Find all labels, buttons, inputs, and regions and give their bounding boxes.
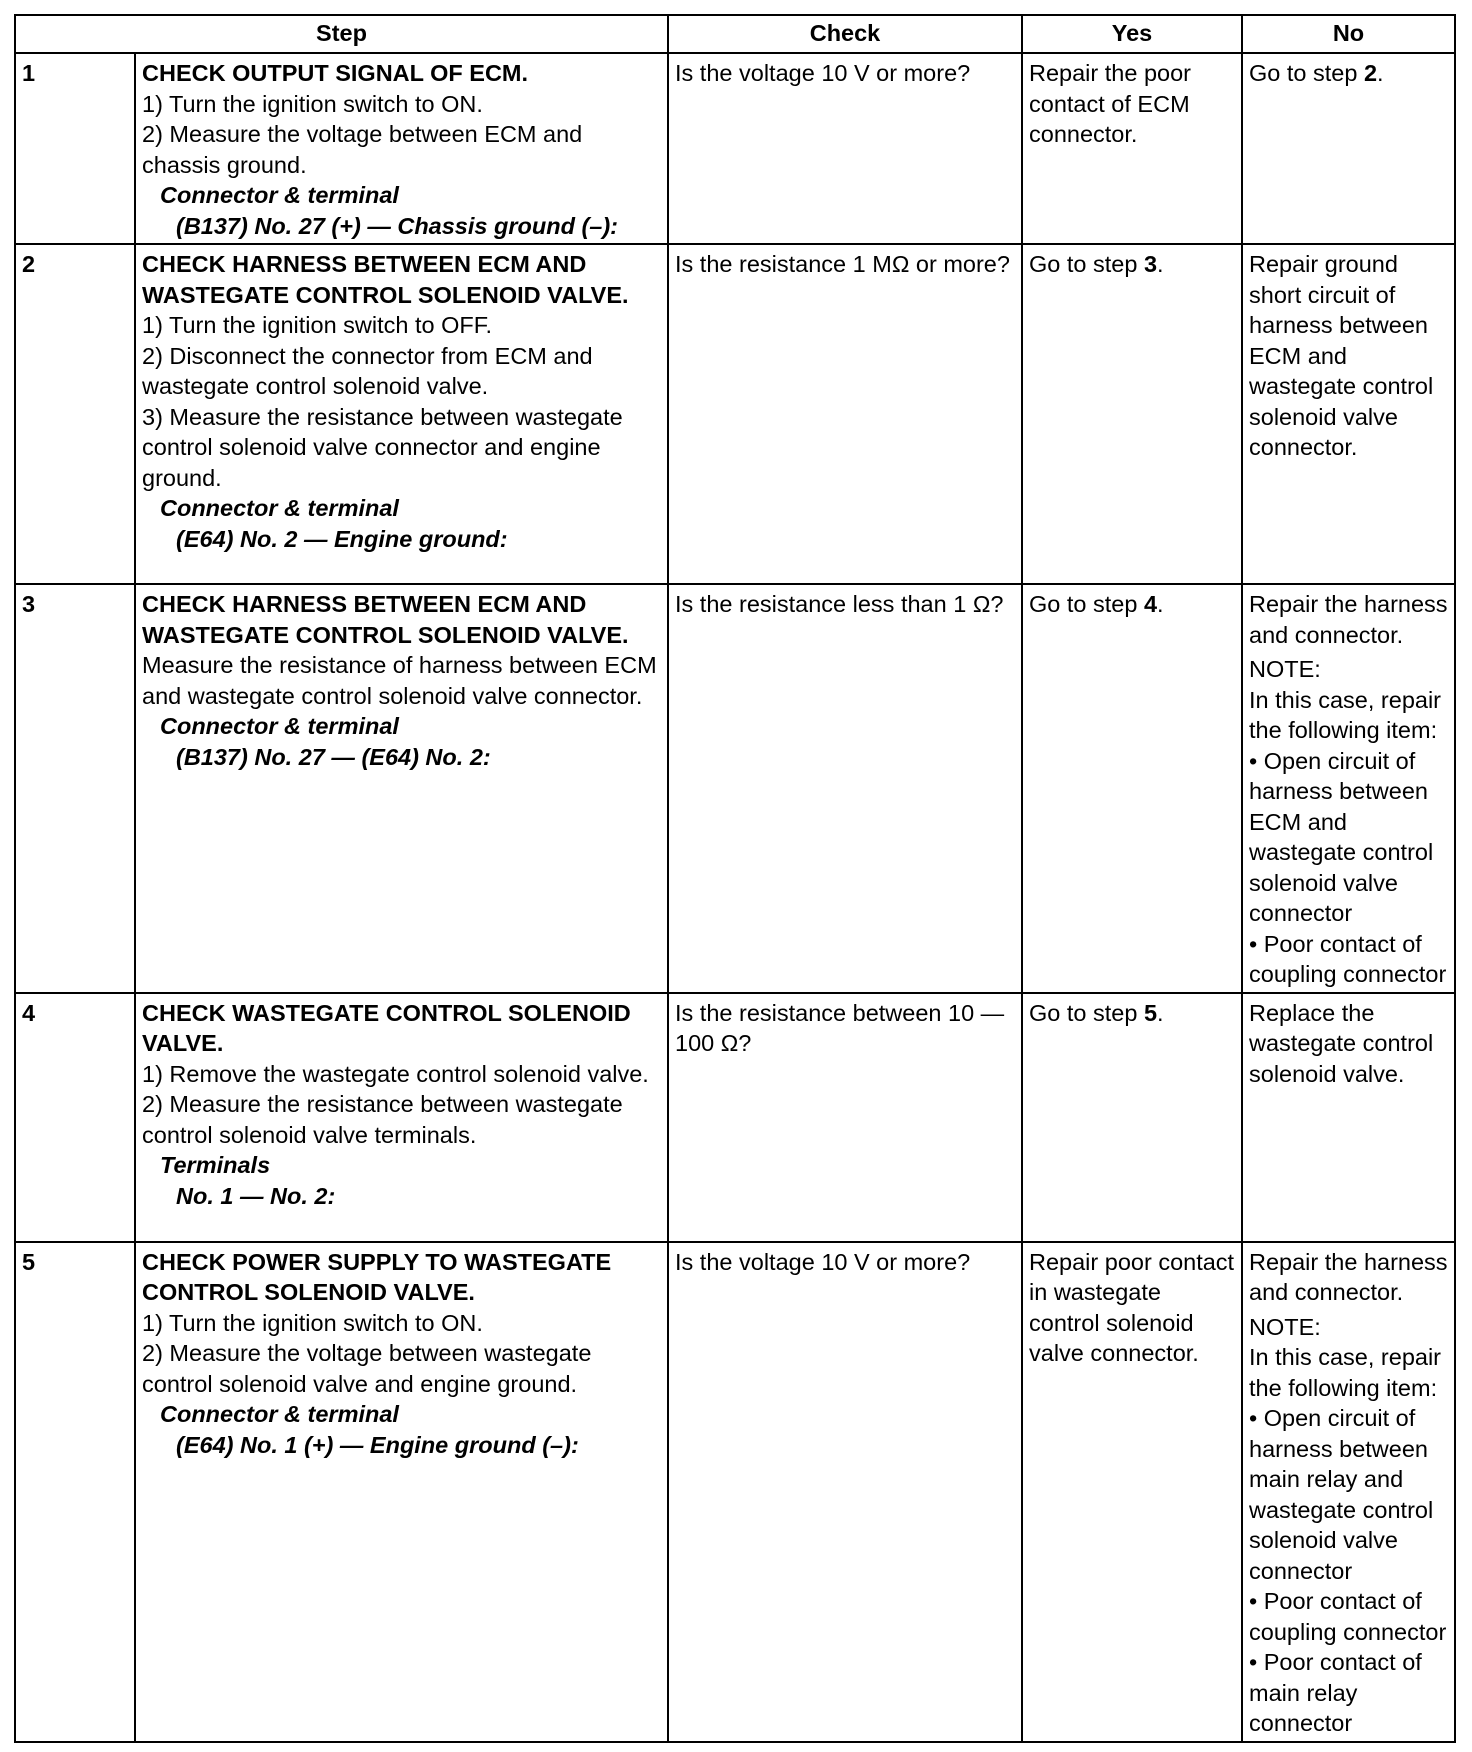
note-label: NOTE: (1249, 656, 1321, 682)
check-cell: Is the resistance between 10 — 100 Ω? (668, 993, 1022, 1242)
step-number: 2 (15, 244, 135, 584)
step-ref: 2 (1363, 60, 1378, 86)
table-row (15, 53, 1455, 244)
no-cell: Repair ground short circuit of harness between ECM and wastegate control solenoid valve connector. (1242, 244, 1455, 584)
step-ref: 5 (1143, 999, 1158, 1026)
table-row (15, 244, 1455, 584)
yes-text: Go to step (1029, 591, 1144, 617)
no-cell (1242, 584, 1455, 993)
step-instruction: 2) Measure the voltage between ECM and chassis ground. (142, 121, 583, 178)
step-number: 4 (15, 993, 135, 1242)
step-description (135, 584, 668, 993)
step-description (135, 244, 668, 584)
note-item: • Poor contact of coupling connector (1249, 1588, 1447, 1645)
connector-terminal: (B137) No. 27 — (E64) No. 2: (176, 743, 491, 770)
terminals-value: No. 1 — No. 2: (176, 1182, 336, 1209)
step-instruction: 1) Turn the ignition switch to ON. (142, 1309, 483, 1336)
connector-label: Connector & terminal (160, 713, 399, 739)
step-ref: 3 (1143, 251, 1158, 277)
no-main: Repair the harness and connector. (1249, 1248, 1448, 1305)
no-text: Go to step (1249, 60, 1364, 86)
header-step: Step (15, 15, 668, 53)
step-title: CHECK POWER SUPPLY TO WASTEGATE CONTROL SOLENOID VALVE. (142, 1248, 612, 1305)
diagnostic-table (14, 14, 1456, 1743)
yes-text: Go to step (1029, 999, 1144, 1026)
step-title: CHECK OUTPUT SIGNAL OF ECM. (142, 60, 529, 86)
check-cell: Is the resistance less than 1 Ω? (668, 584, 1022, 993)
header-yes: Yes (1022, 15, 1242, 53)
step-instruction: 1) Turn the ignition switch to OFF. (142, 312, 493, 338)
step-instruction: 1) Remove the wastegate control solenoid valve. (142, 1060, 649, 1087)
table-row (15, 1242, 1455, 1742)
step-number: 5 (15, 1242, 135, 1742)
yes-text: Go to step (1029, 251, 1144, 277)
note-item: • Open circuit of harness between ECM and wastegate control solenoid valve connector (1249, 747, 1434, 926)
connector-label: Connector & terminal (160, 495, 399, 521)
check-cell: Is the resistance 1 MΩ or more? (668, 244, 1022, 584)
no-cell (1242, 53, 1455, 244)
yes-text-end: . (1157, 999, 1164, 1026)
step-instruction: 2) Disconnect the connector from ECM and wastegate control solenoid valve. (142, 342, 593, 399)
connector-label: Connector & terminal (160, 1401, 399, 1427)
step-description (135, 53, 668, 244)
yes-cell (1022, 244, 1242, 584)
connector-label: Connector & terminal (160, 182, 399, 208)
step-title: CHECK HARNESS BETWEEN ECM AND WASTEGATE CONTROL SOLENOID VALVE. (142, 251, 629, 308)
note-label: NOTE: (1249, 1313, 1321, 1340)
note-intro: In this case, repair the following item: (1249, 1344, 1442, 1401)
yes-cell: Repair poor contact in wastegate control solenoid valve connector. (1022, 1242, 1242, 1742)
note-item: • Poor contact of main relay connector (1249, 1649, 1422, 1736)
step-instruction: 2) Measure the voltage between wastegate control solenoid valve and engine ground. (142, 1340, 592, 1397)
yes-cell: Repair the poor contact of ECM connector. (1022, 53, 1242, 244)
header-row (15, 15, 1455, 53)
no-cell: Replace the wastegate control solenoid valve. (1242, 993, 1455, 1242)
yes-text-end: . (1157, 591, 1164, 617)
connector-terminal: (E64) No. 1 (+) — Engine ground (–): (176, 1431, 579, 1458)
note-item: • Poor contact of coupling connector (1249, 930, 1447, 987)
step-instruction: 3) Measure the resistance between wastegate control solenoid valve connector and engine ground. (142, 403, 623, 491)
terminals-label: Terminals (160, 1152, 271, 1178)
table-row (15, 584, 1455, 993)
header-no: No (1242, 15, 1455, 53)
step-description (135, 993, 668, 1242)
step-ref: 4 (1143, 591, 1158, 617)
note-item: • Open circuit of harness between main relay and wastegate control solenoid valve connector (1249, 1405, 1434, 1584)
step-instruction: 1) Turn the ignition switch to ON. (142, 90, 483, 117)
connector-terminal: (B137) No. 27 (+) — Chassis ground (–): (176, 212, 619, 239)
check-cell: Is the voltage 10 V or more? (668, 53, 1022, 244)
header-check: Check (668, 15, 1022, 53)
no-text-end: . (1377, 60, 1384, 86)
table-row (15, 993, 1455, 1242)
step-description (135, 1242, 668, 1742)
step-title: CHECK WASTEGATE CONTROL SOLENOID VALVE. (142, 999, 631, 1056)
step-number: 1 (15, 53, 135, 244)
connector-terminal: (E64) No. 2 — Engine ground: (176, 525, 508, 552)
no-cell (1242, 1242, 1455, 1742)
step-instruction: 2) Measure the resistance between wastegate control solenoid valve terminals. (142, 1091, 623, 1148)
yes-cell (1022, 993, 1242, 1242)
step-instruction: Measure the resistance of harness between ECM and wastegate control solenoid valve connector. (142, 652, 657, 709)
no-main: Repair the harness and connector. (1249, 591, 1448, 648)
step-title: CHECK HARNESS BETWEEN ECM AND WASTEGATE CONTROL SOLENOID VALVE. (142, 591, 629, 648)
step-number: 3 (15, 584, 135, 993)
yes-cell (1022, 584, 1242, 993)
yes-text-end: . (1157, 251, 1164, 277)
check-cell: Is the voltage 10 V or more? (668, 1242, 1022, 1742)
note-intro: In this case, repair the following item: (1249, 686, 1442, 743)
